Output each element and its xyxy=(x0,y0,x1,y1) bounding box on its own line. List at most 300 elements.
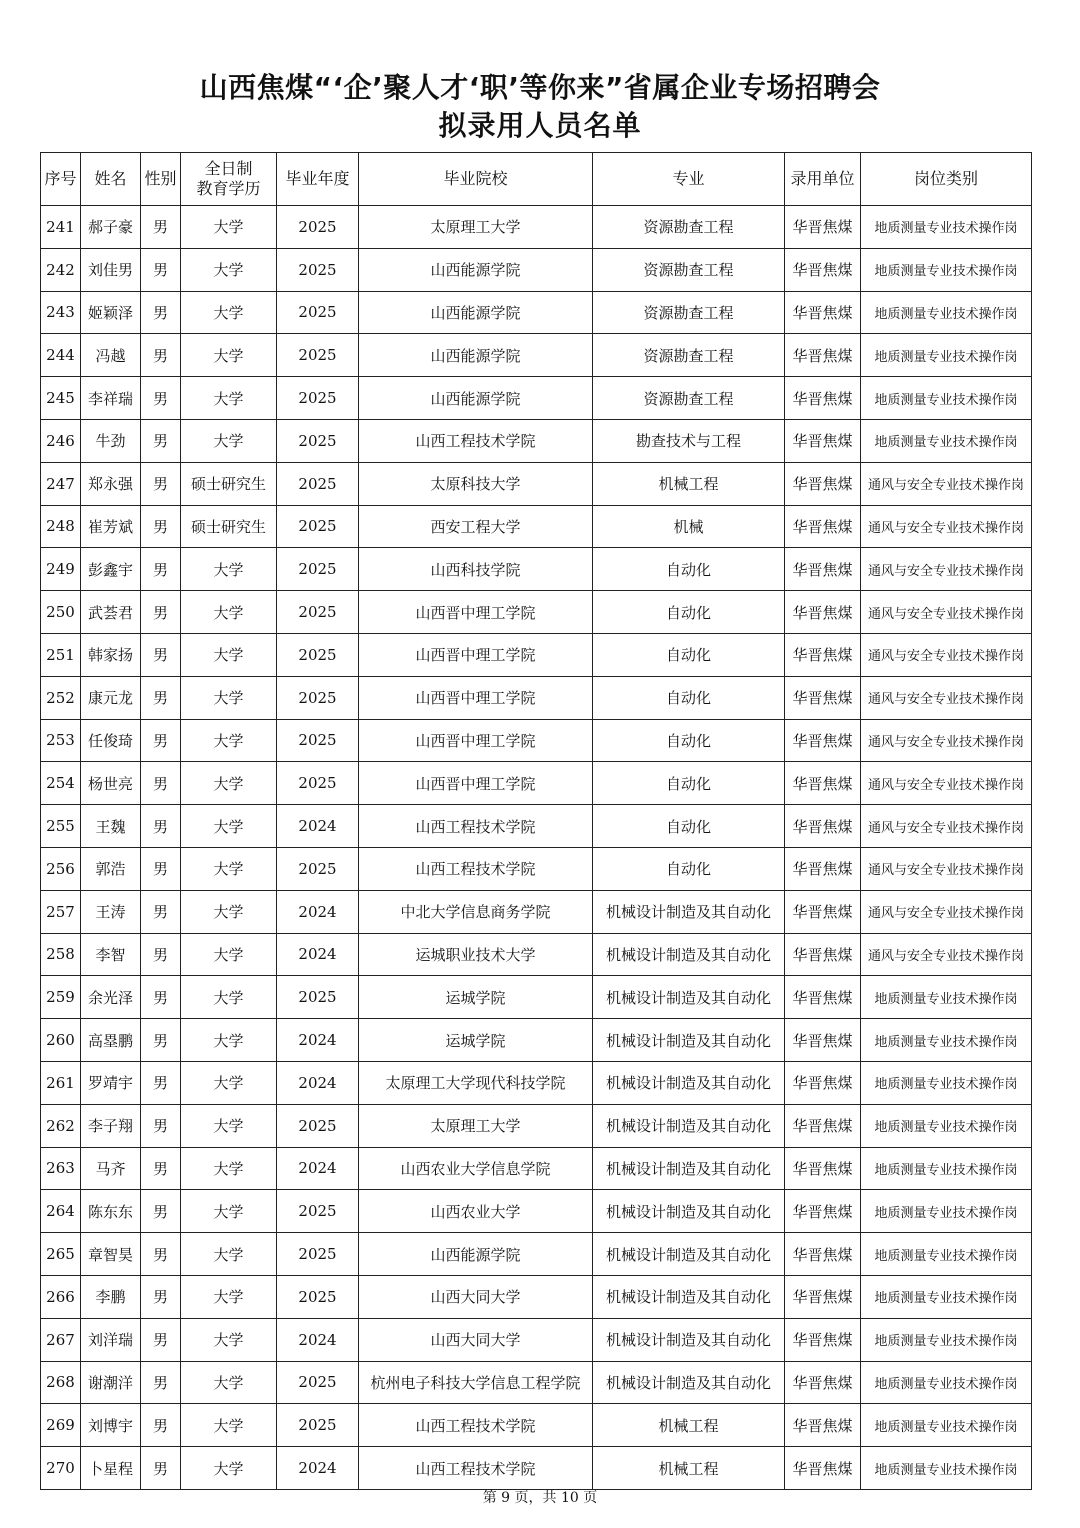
table-header-row xyxy=(41,153,1032,206)
cell-major: 自动化 xyxy=(593,719,785,762)
cell-school: 山西能源学院 xyxy=(359,248,593,291)
cell-unit: 华晋焦煤 xyxy=(785,976,861,1019)
table-row xyxy=(41,206,1032,249)
cell-education: 硕士研究生 xyxy=(181,462,277,505)
cell-major: 机械工程 xyxy=(593,462,785,505)
cell-year: 2025 xyxy=(277,1275,359,1318)
cell-school: 太原科技大学 xyxy=(359,462,593,505)
table-row xyxy=(41,1233,1032,1276)
cell-school: 山西工程技术学院 xyxy=(359,847,593,890)
cell-gender: 男 xyxy=(141,462,181,505)
cell-name: 李鹏 xyxy=(81,1275,141,1318)
cell-unit: 华晋焦煤 xyxy=(785,762,861,805)
cell-major: 自动化 xyxy=(593,847,785,890)
cell-major: 机械设计制造及其自动化 xyxy=(593,1147,785,1190)
cell-name: 李智 xyxy=(81,933,141,976)
cell-no: 243 xyxy=(41,291,81,334)
cell-gender: 男 xyxy=(141,1233,181,1276)
cell-no: 258 xyxy=(41,933,81,976)
cell-name: 郭浩 xyxy=(81,847,141,890)
cell-education: 大学 xyxy=(181,633,277,676)
cell-unit: 华晋焦煤 xyxy=(785,1447,861,1490)
cell-major: 机械工程 xyxy=(593,1404,785,1447)
cell-name: 马齐 xyxy=(81,1147,141,1190)
cell-year: 2025 xyxy=(277,1361,359,1404)
cell-name: 王涛 xyxy=(81,890,141,933)
cell-position: 通风与安全专业技术操作岗 xyxy=(861,719,1032,762)
cell-unit: 华晋焦煤 xyxy=(785,676,861,719)
cell-education: 大学 xyxy=(181,1019,277,1062)
cell-school: 山西能源学院 xyxy=(359,334,593,377)
cell-unit: 华晋焦煤 xyxy=(785,1061,861,1104)
header-unit: 录用单位 xyxy=(785,153,861,206)
cell-school: 山西工程技术学院 xyxy=(359,419,593,462)
cell-no: 250 xyxy=(41,591,81,634)
cell-gender: 男 xyxy=(141,1019,181,1062)
cell-name: 高塁鹏 xyxy=(81,1019,141,1062)
cell-major: 资源勘查工程 xyxy=(593,377,785,420)
cell-major: 自动化 xyxy=(593,633,785,676)
cell-year: 2025 xyxy=(277,206,359,249)
cell-position: 通风与安全专业技术操作岗 xyxy=(861,505,1032,548)
cell-unit: 华晋焦煤 xyxy=(785,462,861,505)
table-row xyxy=(41,505,1032,548)
table-row xyxy=(41,1404,1032,1447)
header-education-line1: 全日制 xyxy=(204,159,253,178)
cell-major: 自动化 xyxy=(593,805,785,848)
cell-gender: 男 xyxy=(141,1318,181,1361)
cell-position: 地质测量专业技术操作岗 xyxy=(861,377,1032,420)
cell-year: 2025 xyxy=(277,1104,359,1147)
cell-no: 266 xyxy=(41,1275,81,1318)
cell-name: 冯越 xyxy=(81,334,141,377)
cell-education: 大学 xyxy=(181,1147,277,1190)
cell-school: 山西农业大学 xyxy=(359,1190,593,1233)
table-row xyxy=(41,248,1032,291)
cell-gender: 男 xyxy=(141,1147,181,1190)
cell-position: 地质测量专业技术操作岗 xyxy=(861,1318,1032,1361)
cell-position: 通风与安全专业技术操作岗 xyxy=(861,462,1032,505)
cell-education: 大学 xyxy=(181,248,277,291)
cell-position: 地质测量专业技术操作岗 xyxy=(861,1361,1032,1404)
cell-year: 2025 xyxy=(277,377,359,420)
cell-education: 大学 xyxy=(181,1275,277,1318)
cell-year: 2024 xyxy=(277,890,359,933)
cell-major: 勘查技术与工程 xyxy=(593,419,785,462)
cell-gender: 男 xyxy=(141,976,181,1019)
cell-position: 地质测量专业技术操作岗 xyxy=(861,1190,1032,1233)
cell-position: 通风与安全专业技术操作岗 xyxy=(861,847,1032,890)
cell-major: 资源勘查工程 xyxy=(593,206,785,249)
cell-unit: 华晋焦煤 xyxy=(785,847,861,890)
cell-no: 267 xyxy=(41,1318,81,1361)
cell-unit: 华晋焦煤 xyxy=(785,1104,861,1147)
cell-gender: 男 xyxy=(141,1190,181,1233)
cell-name: 李子翔 xyxy=(81,1104,141,1147)
table-row xyxy=(41,633,1032,676)
table-row xyxy=(41,1061,1032,1104)
cell-major: 自动化 xyxy=(593,676,785,719)
cell-name: 韩家扬 xyxy=(81,633,141,676)
cell-education: 硕士研究生 xyxy=(181,505,277,548)
cell-year: 2025 xyxy=(277,548,359,591)
cell-major: 机械设计制造及其自动化 xyxy=(593,1275,785,1318)
table-row xyxy=(41,719,1032,762)
cell-year: 2025 xyxy=(277,462,359,505)
table-row xyxy=(41,548,1032,591)
cell-major: 机械设计制造及其自动化 xyxy=(593,1233,785,1276)
header-education xyxy=(181,153,277,206)
cell-year: 2025 xyxy=(277,676,359,719)
cell-year: 2025 xyxy=(277,248,359,291)
cell-major: 机械设计制造及其自动化 xyxy=(593,1061,785,1104)
cell-major: 机械 xyxy=(593,505,785,548)
cell-position: 地质测量专业技术操作岗 xyxy=(861,248,1032,291)
cell-name: 牛劲 xyxy=(81,419,141,462)
cell-school: 山西能源学院 xyxy=(359,291,593,334)
cell-name: 卜星程 xyxy=(81,1447,141,1490)
cell-name: 李祥瑞 xyxy=(81,377,141,420)
cell-gender: 男 xyxy=(141,505,181,548)
cell-name: 郝子豪 xyxy=(81,206,141,249)
cell-gender: 男 xyxy=(141,805,181,848)
cell-position: 通风与安全专业技术操作岗 xyxy=(861,805,1032,848)
cell-no: 249 xyxy=(41,548,81,591)
cell-gender: 男 xyxy=(141,1404,181,1447)
cell-no: 262 xyxy=(41,1104,81,1147)
cell-gender: 男 xyxy=(141,206,181,249)
cell-year: 2024 xyxy=(277,933,359,976)
cell-no: 246 xyxy=(41,419,81,462)
table-row xyxy=(41,805,1032,848)
header-education-line2: 教育学历 xyxy=(196,179,261,198)
cell-position: 通风与安全专业技术操作岗 xyxy=(861,591,1032,634)
cell-unit: 华晋焦煤 xyxy=(785,334,861,377)
cell-position: 地质测量专业技术操作岗 xyxy=(861,419,1032,462)
cell-position: 地质测量专业技术操作岗 xyxy=(861,334,1032,377)
table-row xyxy=(41,933,1032,976)
cell-education: 大学 xyxy=(181,890,277,933)
cell-unit: 华晋焦煤 xyxy=(785,1404,861,1447)
cell-name: 王魏 xyxy=(81,805,141,848)
header-gender: 性别 xyxy=(141,153,181,206)
cell-school: 太原理工大学 xyxy=(359,1104,593,1147)
cell-education: 大学 xyxy=(181,419,277,462)
cell-no: 247 xyxy=(41,462,81,505)
cell-name: 刘洋瑞 xyxy=(81,1318,141,1361)
cell-position: 通风与安全专业技术操作岗 xyxy=(861,633,1032,676)
cell-year: 2024 xyxy=(277,805,359,848)
cell-gender: 男 xyxy=(141,1447,181,1490)
cell-education: 大学 xyxy=(181,1447,277,1490)
cell-position: 地质测量专业技术操作岗 xyxy=(861,1447,1032,1490)
cell-year: 2025 xyxy=(277,505,359,548)
cell-unit: 华晋焦煤 xyxy=(785,505,861,548)
cell-no: 257 xyxy=(41,890,81,933)
cell-position: 通风与安全专业技术操作岗 xyxy=(861,933,1032,976)
cell-position: 通风与安全专业技术操作岗 xyxy=(861,762,1032,805)
header-school: 毕业院校 xyxy=(359,153,593,206)
cell-year: 2025 xyxy=(277,633,359,676)
cell-education: 大学 xyxy=(181,1104,277,1147)
table-body xyxy=(41,206,1032,1490)
cell-no: 256 xyxy=(41,847,81,890)
table-row xyxy=(41,1147,1032,1190)
cell-major: 自动化 xyxy=(593,548,785,591)
table-row xyxy=(41,1104,1032,1147)
table-row xyxy=(41,1275,1032,1318)
cell-unit: 华晋焦煤 xyxy=(785,248,861,291)
cell-position: 通风与安全专业技术操作岗 xyxy=(861,890,1032,933)
cell-education: 大学 xyxy=(181,206,277,249)
cell-gender: 男 xyxy=(141,591,181,634)
cell-year: 2025 xyxy=(277,1233,359,1276)
cell-education: 大学 xyxy=(181,1361,277,1404)
cell-year: 2024 xyxy=(277,1447,359,1490)
header-position: 岗位类别 xyxy=(861,153,1032,206)
cell-unit: 华晋焦煤 xyxy=(785,419,861,462)
cell-no: 270 xyxy=(41,1447,81,1490)
table-row xyxy=(41,419,1032,462)
cell-gender: 男 xyxy=(141,719,181,762)
cell-name: 姬颖泽 xyxy=(81,291,141,334)
cell-school: 山西晋中理工学院 xyxy=(359,762,593,805)
cell-gender: 男 xyxy=(141,334,181,377)
cell-gender: 男 xyxy=(141,890,181,933)
cell-school: 山西大同大学 xyxy=(359,1318,593,1361)
table-row xyxy=(41,890,1032,933)
page-footer: 第 9 页，共 10 页 xyxy=(482,1490,598,1506)
cell-unit: 华晋焦煤 xyxy=(785,719,861,762)
cell-major: 机械设计制造及其自动化 xyxy=(593,1019,785,1062)
cell-year: 2025 xyxy=(277,847,359,890)
cell-year: 2024 xyxy=(277,1147,359,1190)
cell-no: 264 xyxy=(41,1190,81,1233)
cell-education: 大学 xyxy=(181,591,277,634)
cell-name: 郑永强 xyxy=(81,462,141,505)
page-subtitle: 拟录用人员名单 xyxy=(438,109,642,142)
cell-name: 陈东东 xyxy=(81,1190,141,1233)
cell-gender: 男 xyxy=(141,548,181,591)
cell-no: 248 xyxy=(41,505,81,548)
cell-gender: 男 xyxy=(141,933,181,976)
cell-gender: 男 xyxy=(141,419,181,462)
cell-education: 大学 xyxy=(181,1318,277,1361)
cell-gender: 男 xyxy=(141,377,181,420)
table-row xyxy=(41,377,1032,420)
cell-no: 254 xyxy=(41,762,81,805)
cell-school: 中北大学信息商务学院 xyxy=(359,890,593,933)
cell-no: 245 xyxy=(41,377,81,420)
cell-name: 崔芳斌 xyxy=(81,505,141,548)
cell-unit: 华晋焦煤 xyxy=(785,1361,861,1404)
cell-name: 武荟君 xyxy=(81,591,141,634)
cell-school: 运城学院 xyxy=(359,976,593,1019)
cell-unit: 华晋焦煤 xyxy=(785,1147,861,1190)
cell-year: 2025 xyxy=(277,976,359,1019)
cell-name: 刘佳男 xyxy=(81,248,141,291)
page-title: 山西焦煤“‘企’聚人才‘职’等你来”省属企业专场招聘会 xyxy=(199,71,881,104)
table-row xyxy=(41,462,1032,505)
cell-no: 253 xyxy=(41,719,81,762)
hiring-list-table xyxy=(40,152,1032,1490)
cell-major: 机械设计制造及其自动化 xyxy=(593,890,785,933)
cell-school: 山西晋中理工学院 xyxy=(359,676,593,719)
cell-no: 242 xyxy=(41,248,81,291)
cell-year: 2024 xyxy=(277,1061,359,1104)
cell-unit: 华晋焦煤 xyxy=(785,1190,861,1233)
cell-no: 259 xyxy=(41,976,81,1019)
cell-school: 山西能源学院 xyxy=(359,1233,593,1276)
cell-position: 地质测量专业技术操作岗 xyxy=(861,1275,1032,1318)
cell-school: 山西晋中理工学院 xyxy=(359,591,593,634)
cell-unit: 华晋焦煤 xyxy=(785,1275,861,1318)
cell-education: 大学 xyxy=(181,762,277,805)
cell-unit: 华晋焦煤 xyxy=(785,1019,861,1062)
cell-position: 通风与安全专业技术操作岗 xyxy=(861,676,1032,719)
cell-gender: 男 xyxy=(141,633,181,676)
cell-gender: 男 xyxy=(141,1104,181,1147)
cell-education: 大学 xyxy=(181,548,277,591)
cell-unit: 华晋焦煤 xyxy=(785,633,861,676)
table-row xyxy=(41,1361,1032,1404)
cell-gender: 男 xyxy=(141,847,181,890)
cell-school: 山西科技学院 xyxy=(359,548,593,591)
cell-education: 大学 xyxy=(181,719,277,762)
cell-school: 山西工程技术学院 xyxy=(359,1404,593,1447)
cell-major: 自动化 xyxy=(593,591,785,634)
cell-year: 2024 xyxy=(277,1318,359,1361)
table-row xyxy=(41,847,1032,890)
cell-year: 2025 xyxy=(277,1404,359,1447)
cell-name: 谢潮洋 xyxy=(81,1361,141,1404)
cell-major: 自动化 xyxy=(593,762,785,805)
cell-major: 机械设计制造及其自动化 xyxy=(593,1104,785,1147)
cell-year: 2025 xyxy=(277,334,359,377)
cell-school: 运城学院 xyxy=(359,1019,593,1062)
cell-unit: 华晋焦煤 xyxy=(785,291,861,334)
cell-school: 西安工程大学 xyxy=(359,505,593,548)
cell-school: 运城职业技术大学 xyxy=(359,933,593,976)
table-row xyxy=(41,976,1032,1019)
table-row xyxy=(41,1019,1032,1062)
cell-name: 杨世亮 xyxy=(81,762,141,805)
cell-major: 资源勘查工程 xyxy=(593,248,785,291)
cell-unit: 华晋焦煤 xyxy=(785,548,861,591)
cell-major: 机械设计制造及其自动化 xyxy=(593,1318,785,1361)
cell-name: 彭鑫宇 xyxy=(81,548,141,591)
cell-education: 大学 xyxy=(181,1190,277,1233)
cell-year: 2025 xyxy=(277,762,359,805)
cell-no: 260 xyxy=(41,1019,81,1062)
cell-name: 刘博宇 xyxy=(81,1404,141,1447)
cell-unit: 华晋焦煤 xyxy=(785,933,861,976)
cell-position: 地质测量专业技术操作岗 xyxy=(861,291,1032,334)
cell-gender: 男 xyxy=(141,291,181,334)
cell-gender: 男 xyxy=(141,1275,181,1318)
cell-school: 山西大同大学 xyxy=(359,1275,593,1318)
cell-education: 大学 xyxy=(181,377,277,420)
cell-unit: 华晋焦煤 xyxy=(785,890,861,933)
cell-major: 机械工程 xyxy=(593,1447,785,1490)
cell-no: 252 xyxy=(41,676,81,719)
cell-unit: 华晋焦煤 xyxy=(785,805,861,848)
cell-gender: 男 xyxy=(141,1061,181,1104)
cell-year: 2025 xyxy=(277,291,359,334)
cell-year: 2024 xyxy=(277,1019,359,1062)
cell-school: 山西能源学院 xyxy=(359,377,593,420)
table-row xyxy=(41,762,1032,805)
cell-no: 268 xyxy=(41,1361,81,1404)
table-row xyxy=(41,334,1032,377)
cell-school: 山西晋中理工学院 xyxy=(359,719,593,762)
table-row xyxy=(41,291,1032,334)
cell-name: 罗靖宇 xyxy=(81,1061,141,1104)
cell-education: 大学 xyxy=(181,676,277,719)
table-row xyxy=(41,591,1032,634)
cell-year: 2025 xyxy=(277,591,359,634)
cell-education: 大学 xyxy=(181,1233,277,1276)
cell-no: 251 xyxy=(41,633,81,676)
cell-gender: 男 xyxy=(141,676,181,719)
cell-education: 大学 xyxy=(181,1404,277,1447)
cell-education: 大学 xyxy=(181,291,277,334)
table-row xyxy=(41,1190,1032,1233)
cell-position: 地质测量专业技术操作岗 xyxy=(861,1104,1032,1147)
cell-no: 241 xyxy=(41,206,81,249)
cell-no: 269 xyxy=(41,1404,81,1447)
cell-unit: 华晋焦煤 xyxy=(785,206,861,249)
cell-major: 机械设计制造及其自动化 xyxy=(593,933,785,976)
table-row xyxy=(41,1447,1032,1490)
cell-no: 255 xyxy=(41,805,81,848)
cell-education: 大学 xyxy=(181,933,277,976)
cell-position: 通风与安全专业技术操作岗 xyxy=(861,548,1032,591)
cell-major: 资源勘查工程 xyxy=(593,291,785,334)
cell-education: 大学 xyxy=(181,334,277,377)
cell-gender: 男 xyxy=(141,1361,181,1404)
cell-position: 地质测量专业技术操作岗 xyxy=(861,1233,1032,1276)
cell-education: 大学 xyxy=(181,1061,277,1104)
header-major: 专业 xyxy=(593,153,785,206)
cell-unit: 华晋焦煤 xyxy=(785,591,861,634)
cell-school: 太原理工大学现代科技学院 xyxy=(359,1061,593,1104)
cell-position: 地质测量专业技术操作岗 xyxy=(861,1019,1032,1062)
cell-no: 263 xyxy=(41,1147,81,1190)
cell-unit: 华晋焦煤 xyxy=(785,377,861,420)
cell-year: 2025 xyxy=(277,419,359,462)
cell-position: 地质测量专业技术操作岗 xyxy=(861,1147,1032,1190)
cell-education: 大学 xyxy=(181,847,277,890)
cell-gender: 男 xyxy=(141,248,181,291)
header-name: 姓名 xyxy=(81,153,141,206)
cell-year: 2025 xyxy=(277,1190,359,1233)
cell-unit: 华晋焦煤 xyxy=(785,1318,861,1361)
cell-gender: 男 xyxy=(141,762,181,805)
cell-no: 265 xyxy=(41,1233,81,1276)
cell-major: 资源勘查工程 xyxy=(593,334,785,377)
cell-education: 大学 xyxy=(181,976,277,1019)
table-row xyxy=(41,1318,1032,1361)
cell-school: 山西农业大学信息学院 xyxy=(359,1147,593,1190)
cell-major: 机械设计制造及其自动化 xyxy=(593,1361,785,1404)
cell-school: 山西工程技术学院 xyxy=(359,1447,593,1490)
cell-name: 余光泽 xyxy=(81,976,141,1019)
cell-position: 地质测量专业技术操作岗 xyxy=(861,206,1032,249)
cell-major: 机械设计制造及其自动化 xyxy=(593,1190,785,1233)
cell-school: 太原理工大学 xyxy=(359,206,593,249)
cell-no: 244 xyxy=(41,334,81,377)
